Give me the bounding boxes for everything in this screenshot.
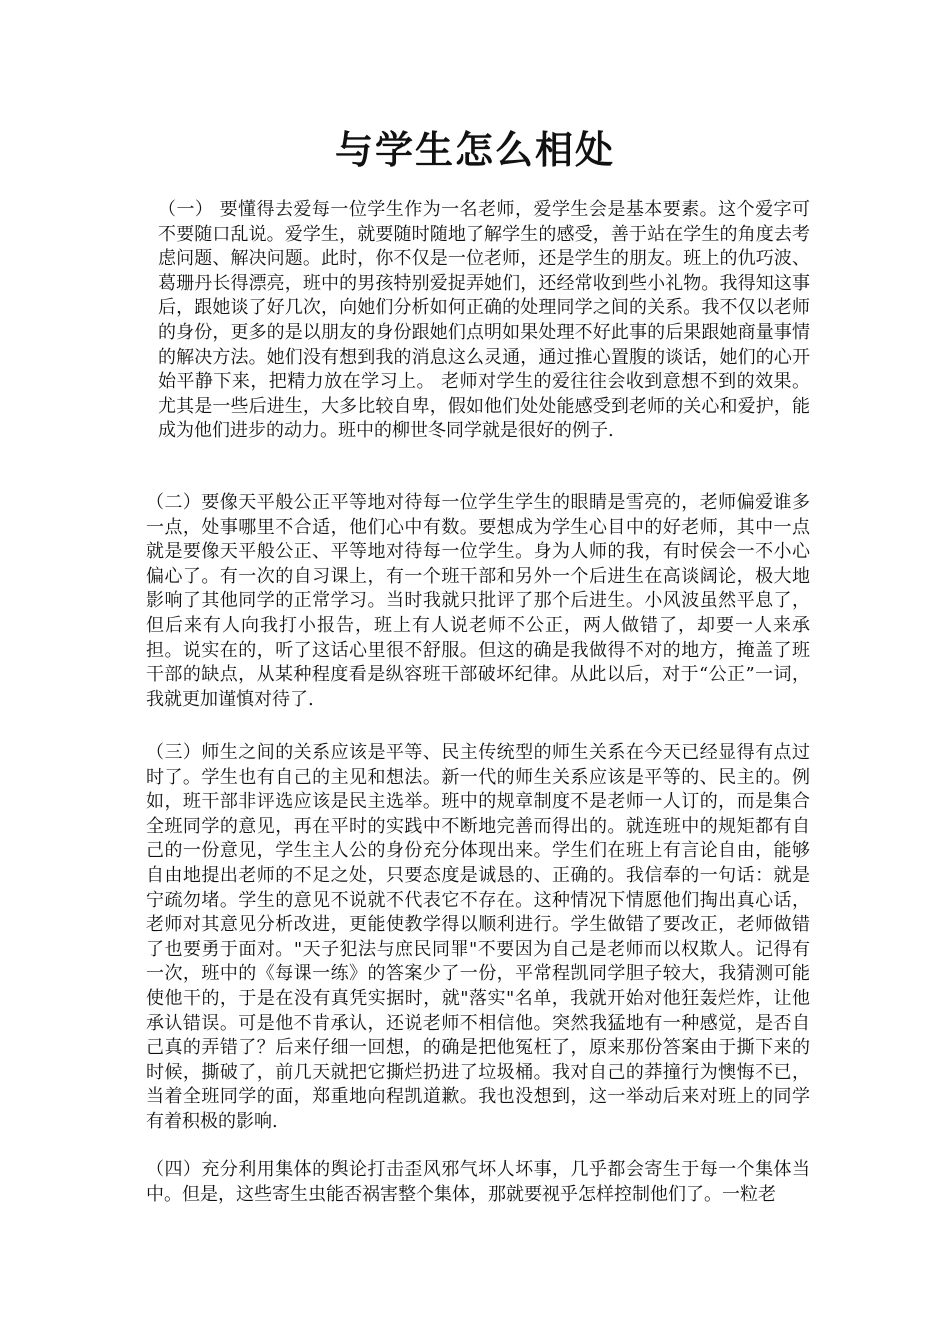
- paragraph-2: （二）要像天平般公正平等地对待每一位学生学生的眼睛是雪亮的，老师偏爱谁多一点，处事哪里不合适，他们心中有数。要想成为学生心目中的好老师，其中一点就是要像天平般公正、平等地对待每一位学生。身为人师的我，有时侯会一不小心偏心了。有一次的自习课上，有一个班干部和另外一个后进生在高谈阔论，极大地影响了其他同学的正常学习。当时我就只批评了那个后进生。小风波虽然平息了，但后来有人向我打小报告，班上有人说老师不公正，两人做错了，却要一人来承担。说实在的，听了这话心里很不舒服。但这的确是我做得不对的地方，掩盖了班干部的缺点，从某种程度看是纵容班干部破坏纪律。从此以后，对于“公正”一词，我就更加谨慎对待了.: [146, 492, 810, 710]
- paragraph-3: （三）师生之间的关系应该是平等、民主传统型的师生关系在今天已经显得有点过时了。学生也有自己的主见和想法。新一代的师生关系应该是平等的、民主的。例如，班干部非评选应该是民主选举。班中的规章制度不是老师一人订的，而是集合全班同学的意见，再在平时的实践中不断地完善而得出的。就连班中的规矩都有自己的一份意见，学生主人公的身份充分体现出来。学生们在班上有言论自由，能够自由地提出老师的不足之处，只要态度是诚恳的、正确的。我信奉的一句话：就是宁疏勿堵。学生的意见不说就不代表它不存在。这种情况下情愿他们掏出真心话，老师对其意见分析改进，更能使教学得以顺利进行。学生做错了要改正，老师做错了也要勇于面对。"天子犯法与庶民同罪"不要因为自己是老师而以权欺人。记得有一次，班中的《每课一练》的答案少了一份，平常程凯同学胆子较大，我猜测可能使他干的，于是在没有真凭实据时，就"落实"名单，我就开始对他狂轰烂炸，让他承认错误。可是他不肯承认，还说老师不相信他。突然我猛地有一种感觉，是否自己真的弄错了？后来仔细一回想，的确是把他冤枉了，原来那份答案由于撕下来的时候，撕破了，前几天就把它撕烂扔进了垃圾桶。我对自己的莽撞行为懊悔不已，当着全班同学的面，郑重地向程凯道歉。我也没想到，这一举动后来对班上的同学有着积极的影响.: [146, 742, 810, 1132]
- paragraph-1: （一） 要懂得去爱每一位学生作为一名老师，爱学生会是基本要素。这个爱字可不要随口乱说。爱学生，就要随时随地了解学生的感受，善于站在学生的角度去考虑问题、解决问题。此时，你不仅是一位老师，还是学生的朋友。班上的仇巧波、葛珊丹长得漂亮，班中的男孩特别爱捉弄她们，还经常收到些小礼物。我得知这事后，跟她谈了好几次，向她们分析如何正确的处理同学之间的关系。我不仅以老师的身份，更多的是以朋友的身份跟她们点明如果处理不好此事的后果跟她商量事情的解决方法。她们没有想到我的消息这么灵通，通过推心置腹的谈话，她们的心开始平静下来，把精力放在学习上。 老师对学生的爱往往会收到意想不到的效果。尤其是一些后进生，大多比较自卑，假如他们处处能感受到老师的关心和爱护，能成为他们进步的动力。班中的柳世冬同学就是很好的例子.: [158, 199, 810, 442]
- paragraph-4: （四）充分利用集体的舆论打击歪风邪气坏人坏事，几乎都会寄生于每一个集体当中。但是，这些寄生虫能否祸害整个集体，那就要视乎怎样控制他们了。一粒老: [146, 1159, 810, 1205]
- document-title: 与学生怎么相处: [334, 127, 615, 172]
